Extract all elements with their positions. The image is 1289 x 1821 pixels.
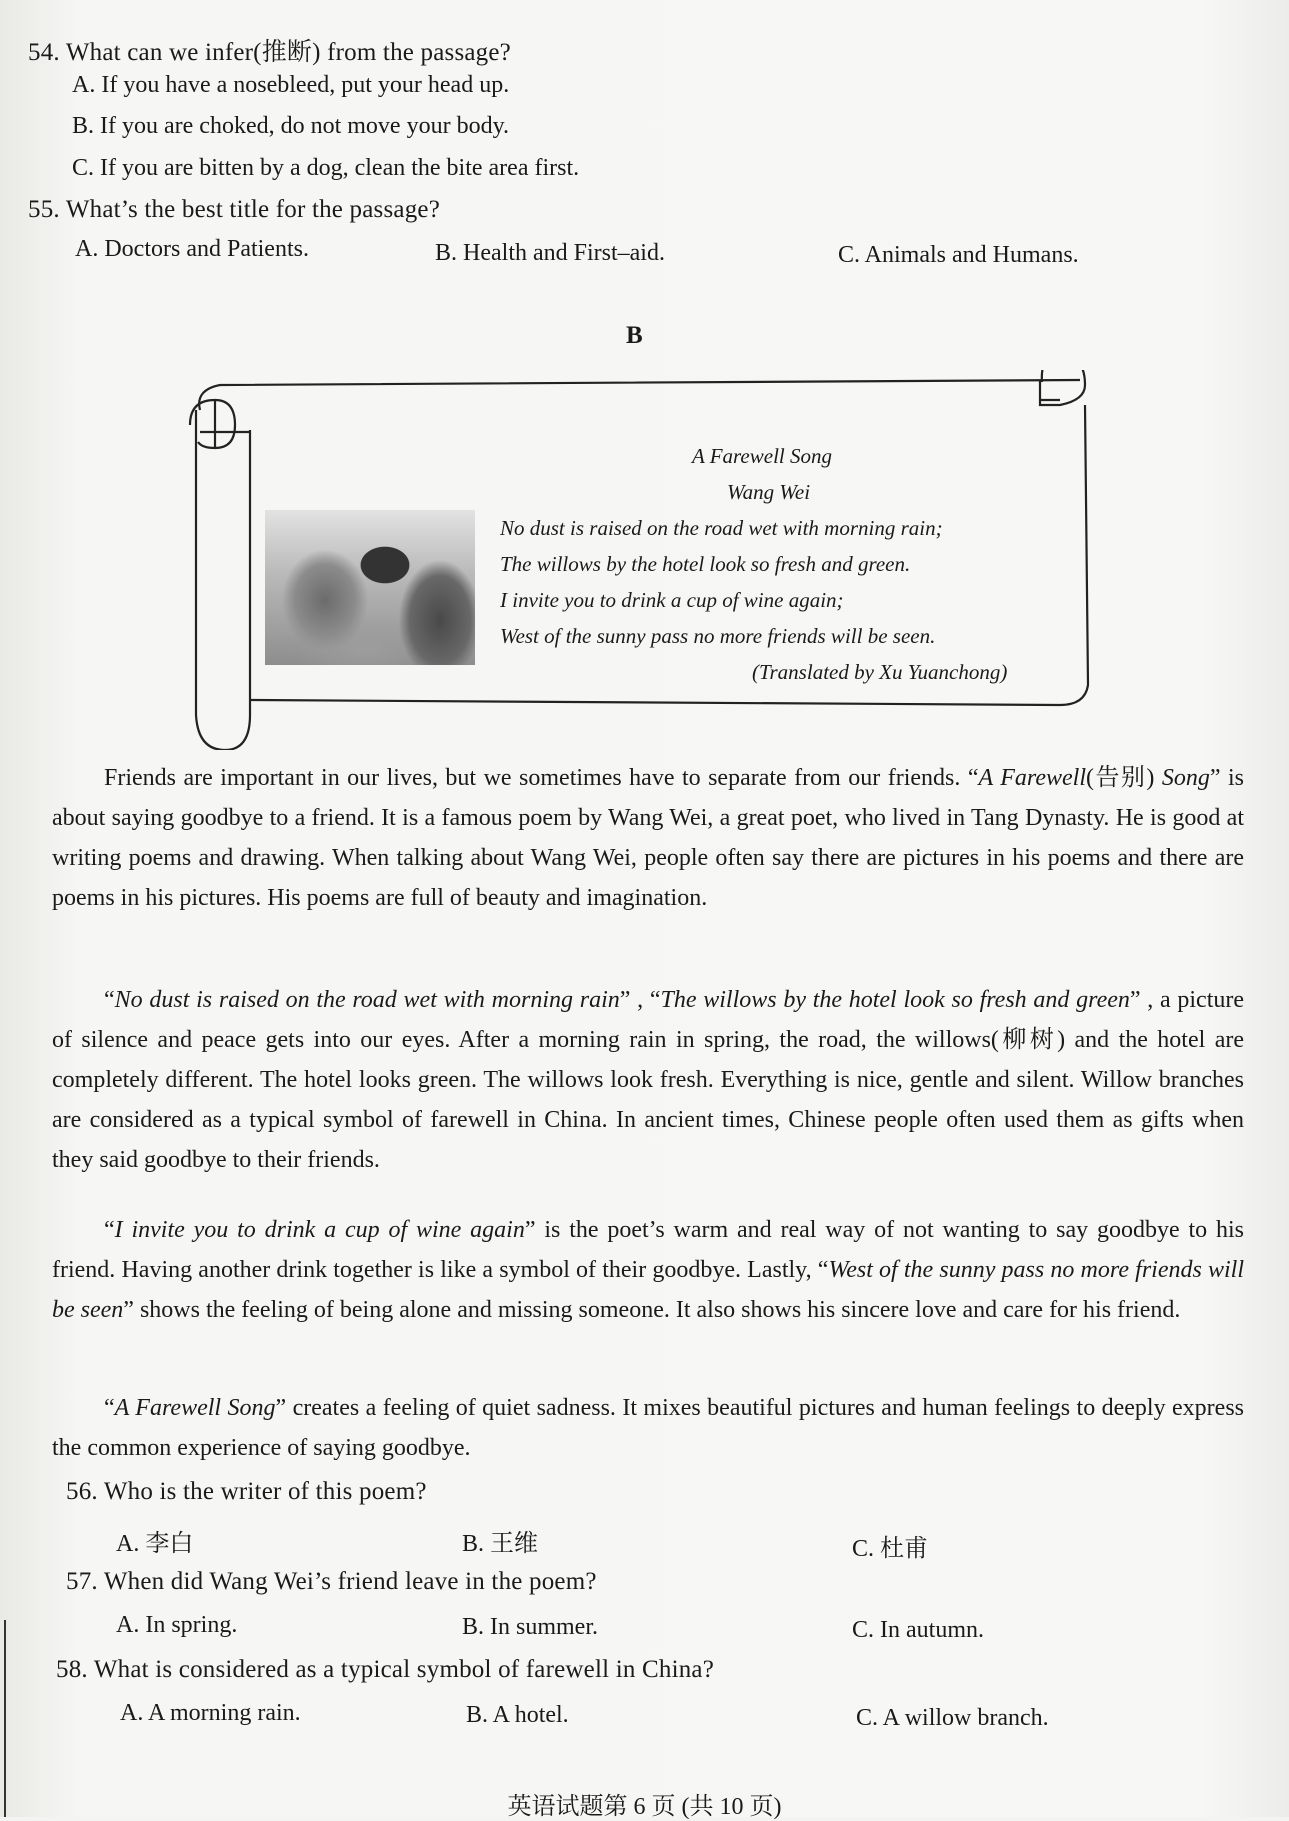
passage-paragraph-1: [52, 758, 1244, 918]
page-footer: 英语试题第 6 页 (共 10 页): [507, 1794, 782, 1820]
question-57: [66, 1568, 597, 1596]
option-55-c: C. Animals and Humans.: [838, 242, 1079, 268]
text-run-italic: A Farewell Song: [114, 1395, 276, 1421]
option-58-b: B. A hotel.: [466, 1702, 569, 1728]
passage-paragraph-3: [52, 1210, 1244, 1330]
text-run: Friends are important in our lives, but we sometimes have to separate from our friends. “: [104, 765, 979, 791]
question-text: What’s the best title for the passage?: [65, 196, 440, 223]
poem-line-3: I invite you to drink a cup of wine again;: [500, 588, 844, 612]
text-run: “: [104, 1217, 115, 1243]
option-57-b: B. In summer.: [462, 1614, 598, 1640]
option-57-c: C. In autumn.: [852, 1617, 984, 1643]
passage-paragraph-4: [52, 1388, 1244, 1468]
option-55-a: A. Doctors and Patients.: [75, 236, 309, 262]
text-run-italic: No dust is raised on the road wet with morning rain: [114, 987, 620, 1013]
section-label: B: [626, 322, 643, 349]
option-56-a: A. 李白: [116, 1531, 194, 1557]
question-number: 54.: [28, 39, 60, 66]
text-run: “: [104, 1395, 115, 1421]
text-run: ” , a picture of silence and peace gets into our eyes. After a morning rain in spring, the road, the willows(柳树) and the hotel are completely different. The hotel looks green. The willows look fresh. Everything is nice, gentle and silent. Willow branches are considered as a typical symbol of farewell in China. In ancient times, Chinese people often used them as gifts when they said goodbye to their friends.: [52, 987, 1245, 1173]
poem-line-2: The willows by the hotel look so fresh and green.: [500, 552, 911, 576]
option-56-c: C. 杜甫: [852, 1536, 929, 1562]
poem-line-4: West of the sunny pass no more friends will be seen.: [500, 624, 936, 648]
option-54-a: A. If you have a nosebleed, put your head up.: [72, 72, 510, 98]
text-run: ” shows the feeling of being alone and missing someone. It also shows his sincere love and care for his friend.: [123, 1297, 1181, 1323]
passage-paragraph-2: [52, 980, 1244, 1180]
text-run: ” is the poet’s warm and real way of not wanting to say goodbye to his friend. Having another drink together is like a symbol of their goodbye. Lastly, “: [52, 1217, 1244, 1283]
question-number: 55.: [28, 196, 60, 223]
landscape-painting: [265, 510, 475, 665]
question-number: 57.: [66, 1568, 98, 1595]
option-55-b: B. Health and First–aid.: [435, 240, 665, 266]
text-run-italic: West of the sunny pass no more friends will be seen: [52, 1257, 1244, 1323]
poem-line-1: No dust is raised on the road wet with morning rain;: [500, 516, 943, 540]
text-run-italic: Song: [1161, 765, 1210, 791]
poem-title: A Farewell Song: [692, 444, 832, 468]
text-run: (告别): [1086, 765, 1162, 791]
question-text: What is considered as a typical symbol of farewell in China?: [93, 1656, 715, 1683]
question-58: [56, 1656, 714, 1684]
text-run: ” is about saying goodbye to a friend. It is a famous poem by Wang Wei, a great poet, who lived in Tang Dynasty. He is good at writing poems and drawing. When talking about Wang Wei, people often say there are pictures in his poems and there are poems in his pictures. His poems are full of beauty and imagination.: [52, 765, 1245, 911]
option-54-c: C. If you are bitten by a dog, clean the bite area first.: [72, 155, 580, 181]
question-54: [28, 32, 511, 68]
text-run-italic: The willows by the hotel look so fresh and green: [660, 987, 1130, 1013]
option-57-a: A. In spring.: [116, 1612, 238, 1638]
text-run: ” , “: [619, 987, 661, 1013]
question-text: What can we infer(推断) from the passage?: [65, 39, 511, 66]
question-text: Who is the writer of this poem?: [103, 1478, 427, 1505]
question-number: 58.: [56, 1656, 88, 1683]
question-55: [28, 196, 440, 224]
option-54-b: B. If you are choked, do not move your body.: [72, 113, 510, 139]
option-56-b: B. 王维: [462, 1531, 539, 1557]
text-run: ” creates a feeling of quiet sadness. It mixes beautiful pictures and human feelings to deeply express the common experience of saying goodbye.: [52, 1395, 1244, 1461]
poem-author: Wang Wei: [727, 480, 811, 504]
text-run-italic: I invite you to drink a cup of wine again: [114, 1217, 525, 1243]
text-run-italic: A Farewell: [978, 765, 1086, 791]
option-58-c: C. A willow branch.: [856, 1705, 1049, 1731]
poem-credit: (Translated by Xu Yuanchong): [752, 660, 1008, 684]
question-number: 56.: [66, 1478, 98, 1505]
option-58-a: A. A morning rain.: [120, 1700, 301, 1726]
text-run: “: [104, 987, 115, 1013]
question-56: [66, 1478, 427, 1506]
question-text: When did Wang Wei’s friend leave in the poem?: [103, 1568, 597, 1595]
